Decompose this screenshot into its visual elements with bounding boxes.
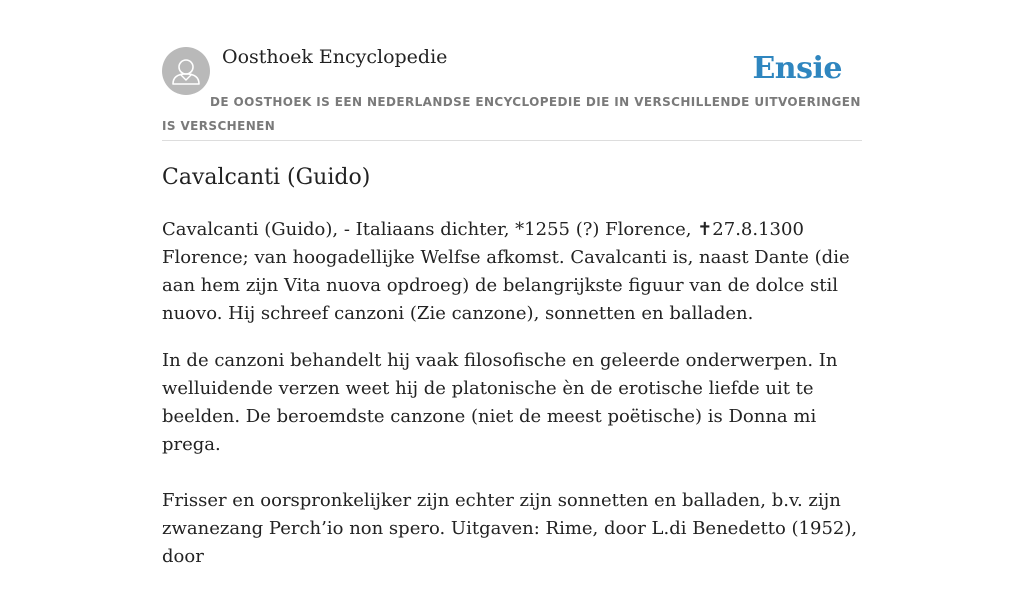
article-body <box>162 216 862 590</box>
article-paragraph: Frisser en oorspronkelijker zijn echter zijn sonnetten en balladen, b.v. zijn zwanezang Perch’io non spero. Uitgaven: Rime, door L.di Benedetto (1952), door <box>162 490 858 567</box>
site-tagline: DE OOSTHOEK IS EEN NEDERLANDSE ENCYCLOPEDIE DIE IN VERSCHILLENDE UITVOERINGEN IS VERSCHENEN <box>162 95 861 133</box>
user-icon <box>162 47 210 95</box>
site-header <box>162 40 862 141</box>
article-paragraph: In de canzoni behandelt hij vaak filosofische en geleerde onderwerpen. In welluidende verzen weet hij de platonische èn de erotische liefde uit te beelden. De beroemdste canzone (niet de meest poëtische) is Donna mi prega. <box>162 350 838 455</box>
article-paragraph: Cavalcanti (Guido), - Italiaans dichter, *1255 (?) Florence, ✝27.8.1300 Florence; van hoogadellijke Welfse afkomst. Cavalcanti is, naast Dante (die aan hem zijn Vita nuova opdroeg) de belangrijkste figuur van de dolce stil nuovo. Hij schreef canzoni (Zie canzone), sonnetten en balladen. <box>162 219 850 324</box>
site-title[interactable]: Oosthoek Encyclopedie <box>222 46 448 68</box>
avatar[interactable] <box>162 47 210 95</box>
article-title: Cavalcanti (Guido) <box>162 165 371 190</box>
brand-logo-link[interactable]: Ensie <box>752 51 842 86</box>
